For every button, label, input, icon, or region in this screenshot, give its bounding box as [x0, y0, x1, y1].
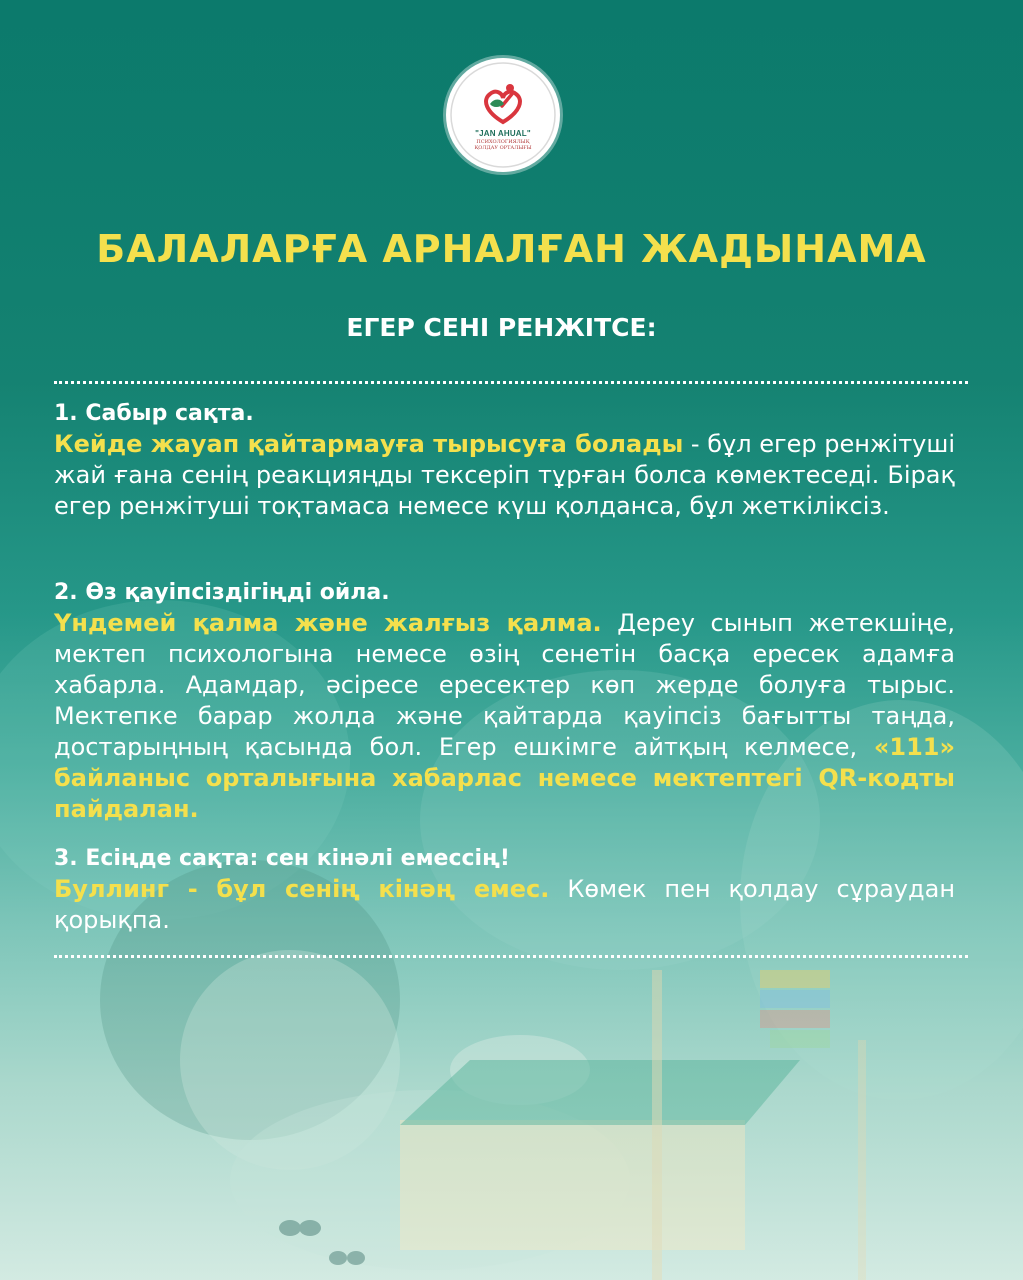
logo-name: "JAN AHUAL" — [475, 129, 531, 138]
section-body — [54, 429, 955, 522]
section-text: Көмек пен қолдау сұраудан қорықпа. — [54, 875, 956, 934]
heart-logo-icon — [446, 58, 560, 172]
logo-subtitle: ПСИХОЛОГИЯЛЫҚ ҚОЛДАУ ОРТАЛЫҒЫ — [474, 139, 532, 151]
section-heading: 2. Өз қауіпсіздігіңді ойла. — [54, 580, 390, 605]
logo — [446, 58, 560, 172]
section-body — [54, 608, 955, 825]
page-title: БАЛАЛАРҒА АРНАЛҒАН ЖАДЫНАМА — [96, 227, 927, 271]
section-text: - бұл егер ренжітуші жай ғана сенің реакцияңды тексеріп тұрған болса көмектеседі. Бірақ егер ренжітуші тоқтамаса немесе күш қолданса, бұл жеткіліксіз. — [54, 430, 956, 520]
dotted-divider-bottom — [54, 955, 968, 958]
section-highlight: Кейде жауап қайтармауға тырысуға болады — [54, 430, 684, 458]
section-1 — [54, 398, 955, 522]
section-3 — [54, 843, 955, 936]
section-heading: 3. Есіңде сақта: сен кінәлі емессің! — [54, 846, 510, 871]
section-highlight: Буллинг - бұл сенің кінәң емес. — [54, 875, 550, 903]
section-text: Дереу сынып жетекшіңе, мектеп психологына немесе өзің сенетін басқа ересек адамға хабарла. Адамдар, әсіресе ересектер көп жерде болуға тырыс. Мектепке барар жолда және қайтарда қауіпсіз бағытты таңда, достарыңның қасында бол. Егер ешкімге айтқың келмесе, — [54, 609, 955, 761]
section-highlight: Үндемей қалма және жалғыз қалма. — [54, 609, 602, 637]
section-body — [54, 874, 955, 936]
section-highlight-end: «111» байланыс орталығына хабарлас немесе мектептегі QR-кодты пайдалан. — [54, 733, 955, 823]
page-subtitle: ЕГЕР СЕНІ РЕНЖІТСЕ: — [346, 313, 657, 342]
section-heading: 1. Сабыр сақта. — [54, 401, 254, 426]
section-2 — [54, 577, 955, 825]
dotted-divider-top — [54, 381, 968, 384]
